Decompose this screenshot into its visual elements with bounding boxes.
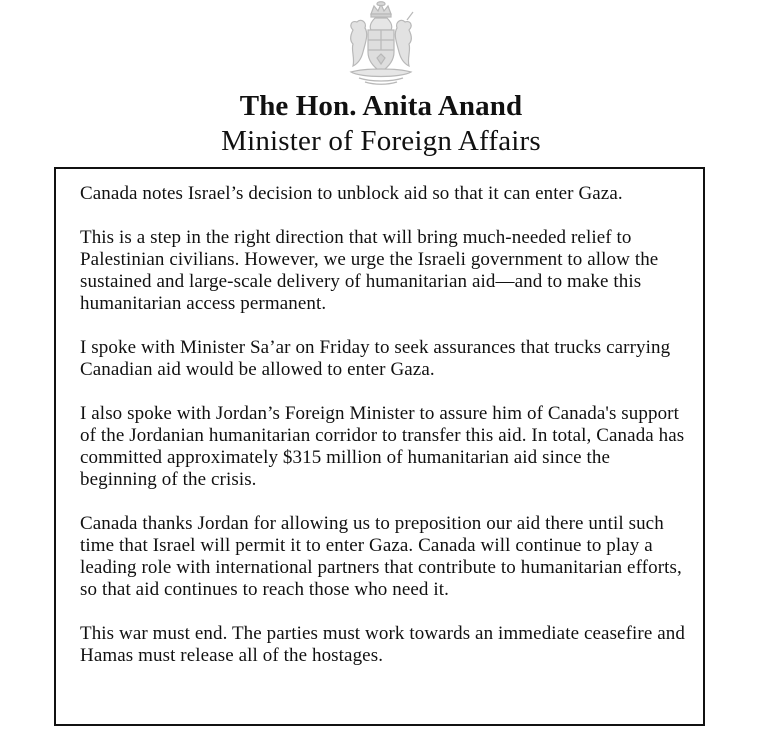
statement-text [80, 183, 690, 667]
statement-paragraph: Canada thanks Jordan for allowing us to preposition our aid there until such time that Israel will permit it to enter Gaza. Canada will continue to play a leading role with international partners that contribute to humanitarian efforts, so that aid continues to reach those who need it. [80, 513, 682, 600]
statement-paragraph: I also spoke with Jordan’s Foreign Minister to assure him of Canada's support of the Jordanian humanitarian corridor to transfer this aid. In total, Canada has committed approximately $315 million of humanitarian aid since the beginning of the crisis. [80, 403, 685, 490]
minister-title: Minister of Foreign Affairs [221, 125, 541, 157]
statement-paragraph: I spoke with Minister Sa’ar on Friday to seek assurances that trucks carrying Canadian aid would be allowed to enter Gaza. [80, 337, 671, 380]
minister-name: The Hon. Anita Anand [239, 90, 523, 122]
statement-box [54, 167, 705, 726]
coat-of-arms-icon [341, 0, 421, 86]
statement-paragraph: Canada notes Israel’s decision to unblock aid so that it can enter Gaza. [80, 183, 623, 204]
statement-paragraph: This war must end. The parties must work towards an immediate ceasefire and Hamas must release all of the hostages. [80, 623, 685, 666]
statement-paragraph: This is a step in the right direction that will bring much-needed relief to Palestinian civilians. However, we urge the Israeli government to allow the sustained and large-scale delivery of humanitarian aid—and to make this humanitarian access permanent. [80, 227, 659, 314]
